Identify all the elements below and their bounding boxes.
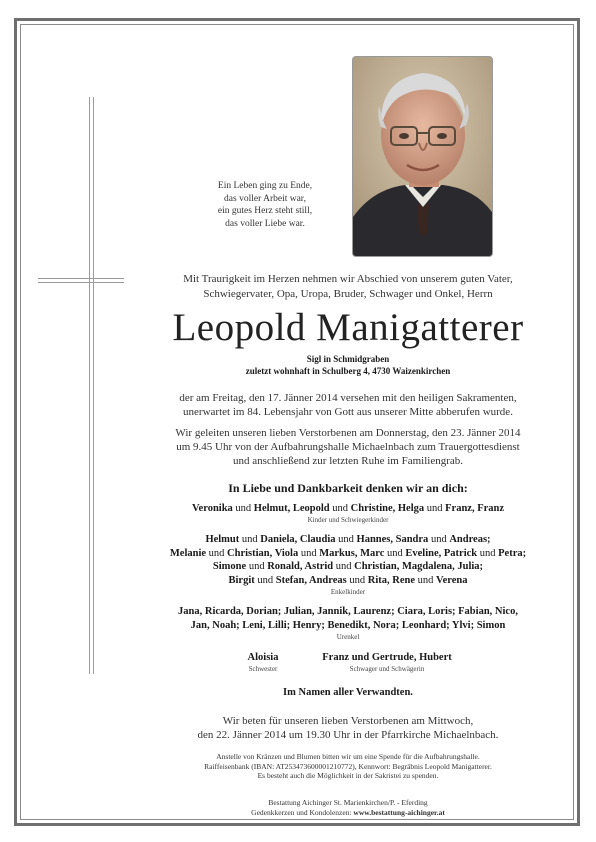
grandchildren-label: Enkelkinder <box>330 588 366 596</box>
family-name: Helmut, Leopold <box>253 503 330 514</box>
great-grandchildren-names <box>140 605 556 632</box>
connector: und <box>333 561 355 572</box>
donation-line: Anstelle von Kränzen und Blumen bitten wir um eine Spende für die Aufbahrungshalle. <box>216 752 480 761</box>
family-name: Verena <box>435 574 468 586</box>
connector: und <box>254 574 276 586</box>
family-name: Franz, Franz <box>445 503 505 514</box>
family-name: Simone <box>212 561 247 572</box>
family-name: Melanie <box>169 547 207 559</box>
sister-label: Schwester <box>248 664 278 673</box>
connector: und <box>232 503 254 514</box>
connector: und <box>414 574 436 586</box>
great-grandchildren-line: Jana, Ricarda, Dorian; Julian, Jannik, Laurenz; Ciara, Loris; Fabian, Nico, <box>178 606 518 617</box>
children-names <box>140 502 556 516</box>
children-label: Kinder und Schwiegerkinder <box>307 516 389 524</box>
poem-line: das voller Arbeit war, <box>224 193 306 204</box>
grandchildren-line <box>140 574 556 588</box>
inlaws-block <box>302 651 472 674</box>
sister-name: Aloisia <box>247 652 279 663</box>
love-heading: In Liebe und Dankbarkeit denken wir an dich: <box>228 481 468 495</box>
family-name: Christian, Viola <box>227 547 299 559</box>
portrait-photo <box>352 56 493 257</box>
inlaws-names: Franz und Gertrude, Hubert <box>322 652 452 663</box>
undertaker-info <box>140 798 556 817</box>
cross-vertical-line <box>93 97 94 674</box>
address-line: zuletzt wohnhaft in Schulberg 4, 4730 Waizenkirchen <box>245 366 451 376</box>
funeral-notice-line: und anschließend zur letzten Ruhe im Familiengrab. <box>232 455 464 467</box>
funeral-notice-line: um 9.45 Uhr von der Aufbahrungshalle Michaelnbach zum Trauergottesdienst <box>176 441 520 453</box>
family-name: Christian, Magdalena, Julia; <box>354 561 484 572</box>
family-name: Daniela, Claudia <box>260 534 336 545</box>
poem-line: ein gutes Herz steht still, <box>217 206 313 216</box>
family-name: Andreas; <box>449 534 491 545</box>
poem-line: Ein Leben ging zu Ende, <box>217 181 313 191</box>
donation-line: Es besteht auch die Möglichkeit in der Sakristei zu spenden. <box>257 771 439 780</box>
connector: und <box>424 503 446 514</box>
family-name: Veronika <box>191 503 233 514</box>
intro-text <box>140 272 556 301</box>
cross-horizontal-line <box>38 278 124 279</box>
connector: und <box>298 547 320 559</box>
grandchildren-names <box>140 533 556 587</box>
grandchildren-line <box>140 533 556 547</box>
prayer-service-line: Wir beten für unseren lieben Verstorbenen am Mittwoch, <box>222 715 474 727</box>
location-line: Sigl in Schmidgraben <box>306 354 390 364</box>
poem-line: das voller Liebe war. <box>225 218 305 229</box>
connector: und <box>428 534 450 545</box>
undertaker-website-link[interactable]: www.bestattung-aichinger.at <box>353 807 445 817</box>
funeral-notice <box>140 426 556 468</box>
connector: und <box>384 547 406 559</box>
great-grandchildren-line: Jan, Noah; Leni, Lilli; Henry; Benedikt, Nora; Leonhard; Ylvi; Simon <box>190 619 506 631</box>
undertaker-name: Bestattung Aichinger St. Marienkirchen/P. - Eferding <box>268 798 428 807</box>
death-notice-line: der am Freitag, den 17. Jänner 2014 versehen mit den heiligen Sakramenten, <box>179 392 517 404</box>
connector: und <box>329 503 351 514</box>
connector: und <box>477 547 499 559</box>
family-name: Helmut <box>205 534 240 545</box>
deceased-name: Leopold Manigatterer <box>172 306 524 349</box>
inlaws-label: Schwager und Schwägerin <box>349 664 425 673</box>
grandchildren-line <box>140 547 556 561</box>
connector: und <box>206 547 228 559</box>
family-name: Birgit <box>228 574 255 586</box>
condolence-line <box>140 808 556 818</box>
donation-note <box>140 752 556 781</box>
connector: und <box>335 534 357 545</box>
funeral-notice-line: Wir geleiten unseren lieben Verstorbenen am Donnerstag, den 23. Jänner 2014 <box>175 427 521 439</box>
grandchildren-line <box>140 560 556 574</box>
donation-line: Raiffeisenbank (IBAN: AT253473600001210772), Kennwort: Begräbnis Leopold Manigatterer. <box>204 761 492 771</box>
great-grandchildren-label: Urenkel <box>336 633 360 641</box>
prayer-service <box>140 714 556 742</box>
family-name: Hannes, Sandra <box>356 534 429 545</box>
family-name: Stefan, Andreas <box>275 574 347 586</box>
intro-line: Mit Traurigkeit im Herzen nehmen wir Abschied von unserem guten Vater, <box>183 273 513 285</box>
cross-horizontal-line <box>38 282 124 283</box>
connector: und <box>346 574 368 586</box>
intro-line: Schwiegervater, Opa, Uropa, Bruder, Schwager und Onkel, Herrn <box>203 287 493 300</box>
relatives-line: Im Namen aller Verwandten. <box>283 687 413 698</box>
family-name: Rita, Rene <box>367 574 415 586</box>
family-name: Christine, Helga <box>350 503 425 514</box>
family-name: Petra; <box>498 547 527 559</box>
sister-block <box>228 651 298 674</box>
connector: und <box>246 561 268 572</box>
death-notice <box>140 391 556 419</box>
family-name: Ronald, Astrid <box>267 561 334 572</box>
poem <box>190 180 340 230</box>
condolence-prefix: Gedenkkerzen und Kondolenzen: <box>251 807 354 817</box>
family-name: Eveline, Patrick <box>405 547 478 559</box>
connector: und <box>239 534 261 545</box>
death-notice-line: unerwartet im 84. Lebensjahr von Gott aus unserer Mitte abberufen wurde. <box>183 406 513 418</box>
cross-vertical-line <box>89 97 90 674</box>
portrait-image <box>353 57 493 257</box>
prayer-service-line: den 22. Jänner 2014 um 19.30 Uhr in der Pfarrkirche Michaelnbach. <box>197 729 499 741</box>
family-name: Markus, Marc <box>319 547 385 559</box>
